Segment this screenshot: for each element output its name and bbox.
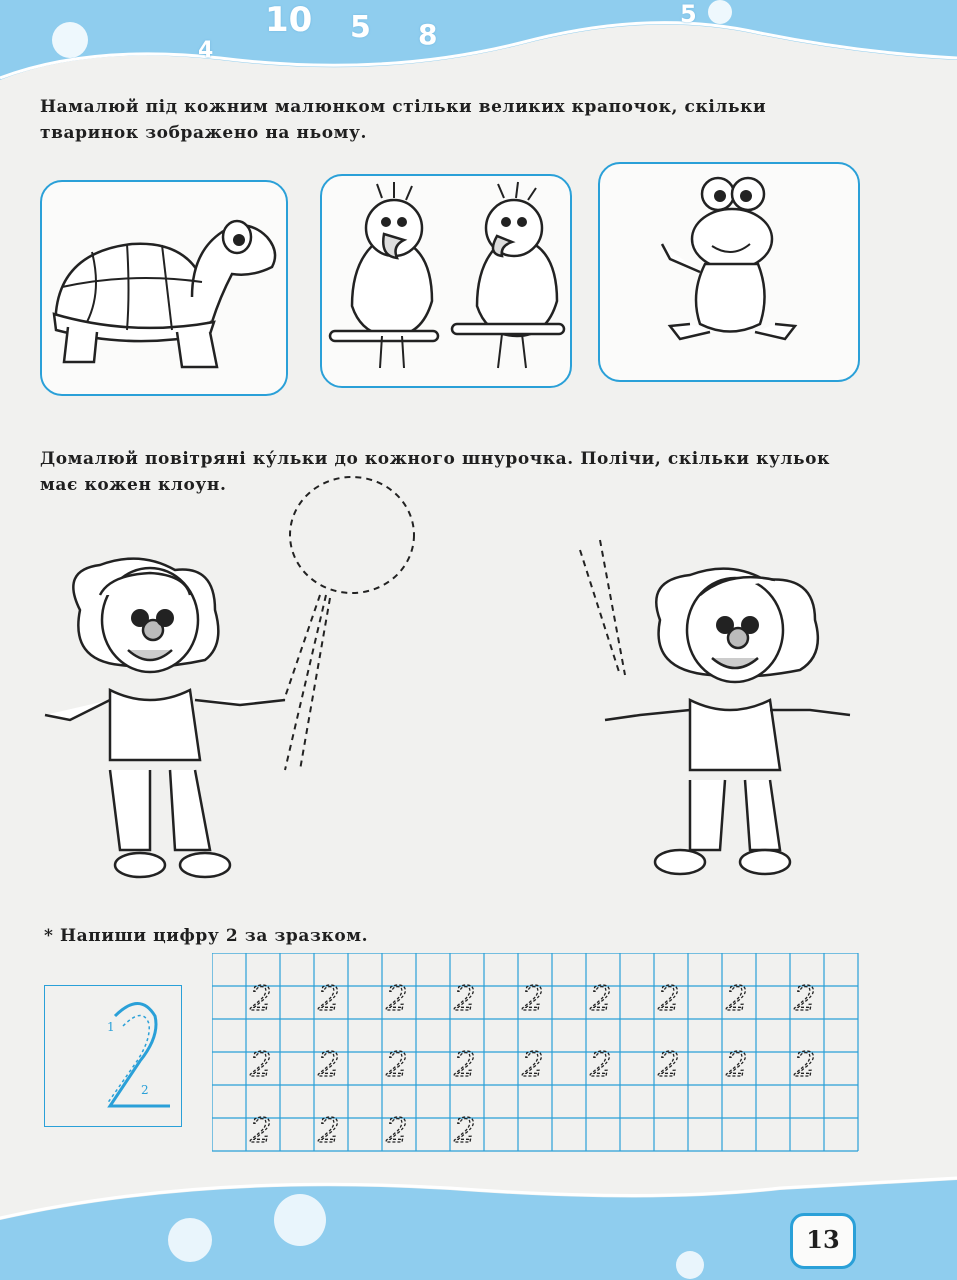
turtle-picture-frame xyxy=(40,180,288,396)
dotted-digit-two: 2 xyxy=(386,1111,408,1151)
snail-icon xyxy=(676,1251,704,1279)
clowns-illustration xyxy=(0,470,957,900)
left-clown xyxy=(45,559,285,877)
dotted-digit-two: 2 xyxy=(522,1045,544,1085)
parrots-picture-frame xyxy=(320,174,572,388)
dotted-digit-two: 2 xyxy=(386,1045,408,1085)
dotted-digit-two: 2 xyxy=(454,1045,476,1085)
dashed-balloon xyxy=(290,477,414,593)
task-instruction: Домалюй повітряні ку́льки до кожного шнурочка. Полічи, скільки кульок має кожен клоун. xyxy=(40,449,830,495)
digit-sample xyxy=(44,985,182,1127)
squirrel-icon xyxy=(168,1218,212,1262)
bird-icon-right xyxy=(708,0,732,24)
dotted-digit-two: 2 xyxy=(726,1045,748,1085)
header-number: 5 xyxy=(680,0,697,28)
dotted-digit-two: 2 xyxy=(658,1045,680,1085)
frog-icon xyxy=(600,164,858,380)
header-number: 5 xyxy=(350,10,371,45)
header-number: 10 xyxy=(265,0,313,40)
dotted-digit-two: 2 xyxy=(522,979,544,1019)
parrots-icon xyxy=(322,176,570,386)
stroke-mark: 1 xyxy=(107,1020,115,1034)
dotted-digit-two: 2 xyxy=(590,979,612,1019)
digit-two-sample-icon xyxy=(45,986,181,1126)
dotted-digit-two: 2 xyxy=(454,979,476,1019)
dotted-digit-two: 2 xyxy=(250,1111,272,1151)
bird-icon xyxy=(52,22,88,58)
page-number: 13 xyxy=(790,1213,856,1269)
balloon-string xyxy=(580,540,625,675)
task-instruction: * Напиши цифру 2 за зразком. xyxy=(44,926,369,946)
right-clown xyxy=(605,569,850,874)
digit-writing-grid[interactable] xyxy=(212,953,860,1153)
dotted-digit-two: 2 xyxy=(250,1045,272,1085)
dotted-digit-two: 2 xyxy=(454,1111,476,1151)
dotted-digit-two: 2 xyxy=(794,979,816,1019)
dotted-digit-two: 2 xyxy=(726,979,748,1019)
dotted-digit-two: 2 xyxy=(794,1045,816,1085)
stroke-mark: 2 xyxy=(141,1083,149,1097)
squirrel-icon xyxy=(274,1194,326,1246)
task-instruction: Намалюй під кожним малюнком стільки великих крапочок, скільки тваринок зображено на ньому. xyxy=(40,97,767,143)
frog-picture-frame xyxy=(598,162,860,382)
dotted-digit-two: 2 xyxy=(318,979,340,1019)
header-number: 8 xyxy=(418,18,438,51)
header-number: 4 xyxy=(198,38,214,63)
dotted-digit-two: 2 xyxy=(658,979,680,1019)
dotted-digit-two: 2 xyxy=(318,1045,340,1085)
dotted-digit-two: 2 xyxy=(318,1111,340,1151)
balloon-string xyxy=(284,595,330,770)
dotted-digit-two: 2 xyxy=(590,1045,612,1085)
dotted-digit-two: 2 xyxy=(250,979,272,1019)
dotted-digit-two: 2 xyxy=(386,979,408,1019)
turtle-icon xyxy=(42,182,286,394)
